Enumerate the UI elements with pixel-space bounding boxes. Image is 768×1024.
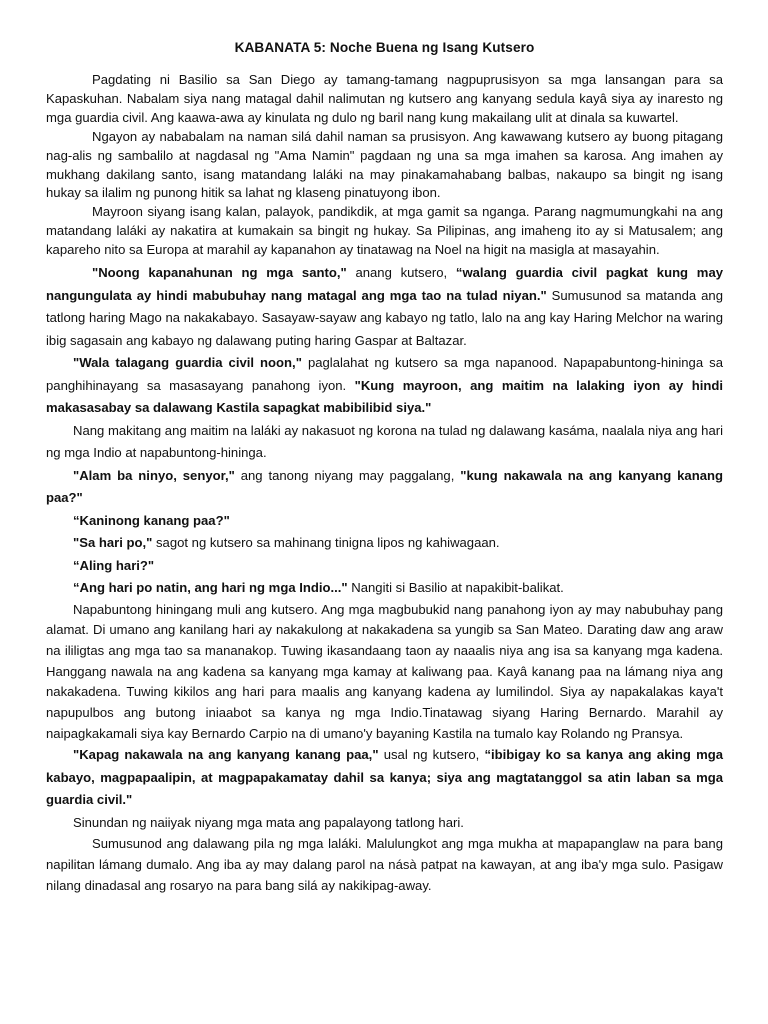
- paragraph-4: [46, 262, 723, 352]
- paragraph-1: Pagdating ni Basilio sa San Diego ay tamang-tamang nagpuprusisyon sa mga lansangan para sa Kapaskuhan. Nabalam siya nang matagal dahil nalimutan ng kutsero ang kanyang sedula kayâ siya ay inaresto ng mga guardia civil. Ang kaawa-awa ay kinulata ng dulo ng baril nang kung makailang ulit at dinala sa kuwartel.: [46, 72, 723, 125]
- paragraph-6: Nang makitang ang maitim na laláki ay nakasuot ng korona na tulad ng dalawang kasáma, naalala niya ang hari ng mga Indio at napabuntong-hininga.: [46, 422, 723, 461]
- narration-text: Sumusunod sa matanda ang tatlong haring Mago na nakakabayo. Sasayaw-sayaw ang kabayo ng tatlo, lalo na ang kay Haring Melchor na waring ibig sagasain ang kabayo ng dalawang puting haring Gaspar at Baltazar.: [46, 287, 723, 348]
- dialogue-bold: "Sa hari po,": [73, 535, 153, 551]
- dialogue-bold: "Noong kapanahunan ng mga santo,": [92, 265, 347, 281]
- paragraph-12: Napabuntong hiningang muli ang kutsero. Ang mga magbubukid nang panahong iyon ay may nabubuhay pang alamat. Di umano ang kanilang hari ay nakakulong at nakakadena sa yungib sa San Mateo. Darating daw ang araw na ililigtas ang mga tao sa mananakop. Tuwing ikasandaang taon ay naaalis niya ang isa sa kanyang mga kadena. Hanggang nawala na ang kadena sa kanyang mga kamay at kaliwang paa. Kayâ kanang paa na lámang niya ang nakakadena. Tuwing kikilos ang hari para maalis ang kanyang kadena ay lumilindol. Siya ay napakalakas kaya't napupulbos ang butong iniaabot sa kanya ng mga Indio.Tinatawag siyang Haring Bernardo. Marahil ay naipagkakamali siya kay Bernardo Carpio na di umano'y bayaning Kastila na tumalo kay Rolando ng Pransya.: [46, 601, 723, 741]
- narration-text: usal ng kutsero,: [378, 747, 485, 763]
- paragraph-10: “Aling hari?": [73, 557, 155, 573]
- dialogue-bold: "kung nakawala na ang kanyang kanang paa?": [46, 467, 723, 506]
- paragraph-14: Sinundan ng naiiyak niyang mga mata ang papalayong tatlong hari.: [73, 814, 464, 830]
- dialogue-bold: "Alam ba ninyo, senyor,": [73, 467, 235, 483]
- narration-text: anang kutsero,: [346, 265, 456, 281]
- paragraph-3: Mayroon siyang isang kalan, palayok, pandikdik, at mga gamit sa nganga. Parang nagmumungkahi na ang matandang laláki ay nakatira at kumakain sa bingit ng hukay. Sa Pilipinas, ang imaheng ito ay si Matusalem; ang kapareho nito sa Europa at marahil ay kapanahon ay tinatawag na Noel na higit na masigla at masayahin.: [46, 204, 723, 258]
- paragraph-2: Ngayon ay nababalam na naman silá dahil naman sa prusisyon. Ang kawawang kutsero ay buong pitagang nag-alis ng sambalilo at nagdasal ng "Ama Namin" pagdaan ng una sa mga imahen sa karosa. Ang imahen ay mukhang dakilang santo, isang matandang laláki na may pinakamahabang balbas, nakaupo sa bingit ng isang hukay sa ilalim ng punong hitik sa lahat ng klaseng pinatuyong ibon.: [46, 128, 723, 201]
- dialogue-bold: “Ang hari po natin, ang hari ng mga Indio...": [73, 580, 348, 596]
- paragraph-5: [46, 352, 723, 420]
- paragraph-15: Sumusunod ang dalawang pila ng mga laláki. Malulungkot ang mga mukha at mapapanglaw na para bang napilitan lámang dumalo. Ang iba ay may dalang parol na násà patpat na kawayan, at ang iba'y mga sulo. Pasigaw nilang dinadasal ang rosaryo na para bang silá ay nakikipag-away.: [46, 835, 723, 893]
- chapter-title: KABANATA 5: Noche Buena ng Isang Kutsero: [234, 40, 535, 55]
- narration-text: Nangiti si Basilio at napakibit-balikat.: [347, 580, 564, 596]
- dialogue-bold: "Kung mayroon, ang maitim na lalaking iyon ay hindi makasasabay sa dalawang Kastila sapagkat mabibilibid siya.": [46, 377, 723, 416]
- paragraph-7: [46, 465, 723, 510]
- narration-text: ang tanong niyang may paggalang,: [234, 467, 461, 483]
- dialogue-bold: "Wala talagang guardia civil noon,": [73, 355, 302, 371]
- paragraph-13: [46, 744, 723, 812]
- dialogue-bold: "Kapag nakawala na ang kanyang kanang paa,": [73, 747, 379, 763]
- paragraph-8: “Kaninong kanang paa?": [73, 512, 230, 528]
- paragraph-9: [46, 532, 723, 555]
- narration-text: sagot ng kutsero sa mahinang tinigna lipos ng kahiwagaan.: [152, 535, 500, 551]
- dialogue-bold: “walang guardia civil pagkat kung may nangungulata ay hindi mabubuhay nang matagal ang mga tao na tulad niyan.": [46, 265, 724, 303]
- narration-text: paglalahat ng kutsero sa mga napanood. Napapabuntong-hininga sa panghihinayang sa masasayang panahong iyon.: [46, 355, 723, 393]
- paragraph-11: [46, 577, 723, 600]
- dialogue-bold: “ibibigay ko sa kanya ang aking mga kabayo, magpapaalipin, at magpapakamatay dahil sa kanya; siya ang magtatanggol sa atin laban sa mga guardia civil.": [46, 747, 724, 808]
